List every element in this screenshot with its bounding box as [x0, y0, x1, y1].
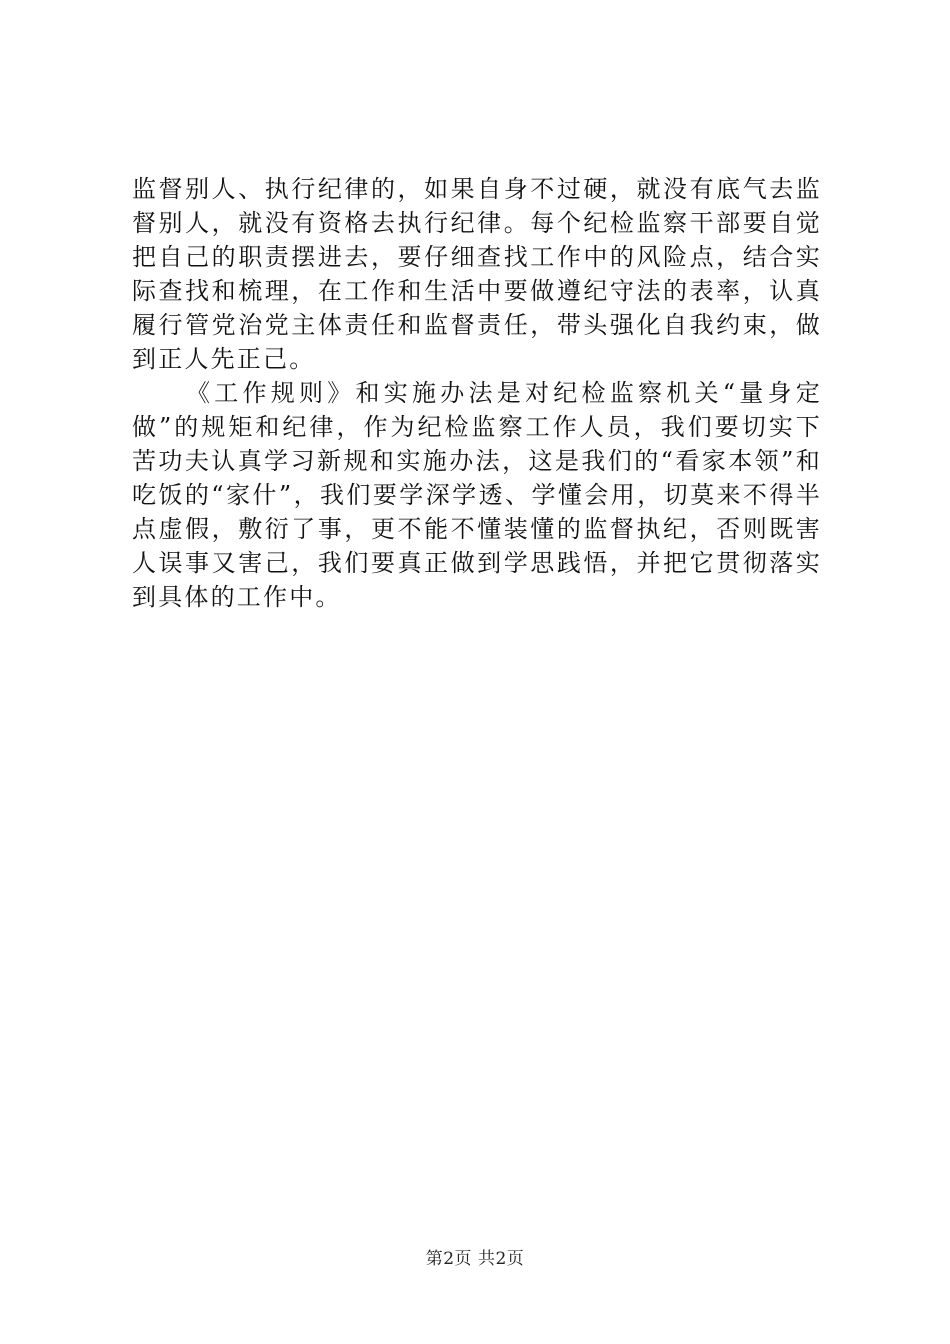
document-body [132, 172, 822, 614]
paragraph-continuation: 监督别人、执行纪律的，如果自身不过硬，就没有底气去监督别人，就没有资格去执行纪律。每个纪检监察干部要自觉把自己的职责摆进去，要仔细查找工作中的风险点，结合实际查找和梳理，在工作和生活中要做遵纪守法的表率，认真履行管党治党主体责任和监督责任，带头强化自我约束，做到正人先正己。 [132, 175, 822, 373]
paragraph-work-rules: 《工作规则》和实施办法是对纪检监察机关“量身定做”的规矩和纪律，作为纪检监察工作人员，我们要切实下苦功夫认真学习新规和实施办法，这是我们的“看家本领”和吃饭的“家什”，我们要学深学透、学懂会用，切莫来不得半点虚假，敷衍了事，更不能不懂装懂的监督执纪，否则既害人误事又害己，我们要真正做到学思践悟，并把它贯彻落实到具体的工作中。 [132, 379, 822, 611]
page-footer: 第2页 共2页 [425, 1249, 525, 1269]
